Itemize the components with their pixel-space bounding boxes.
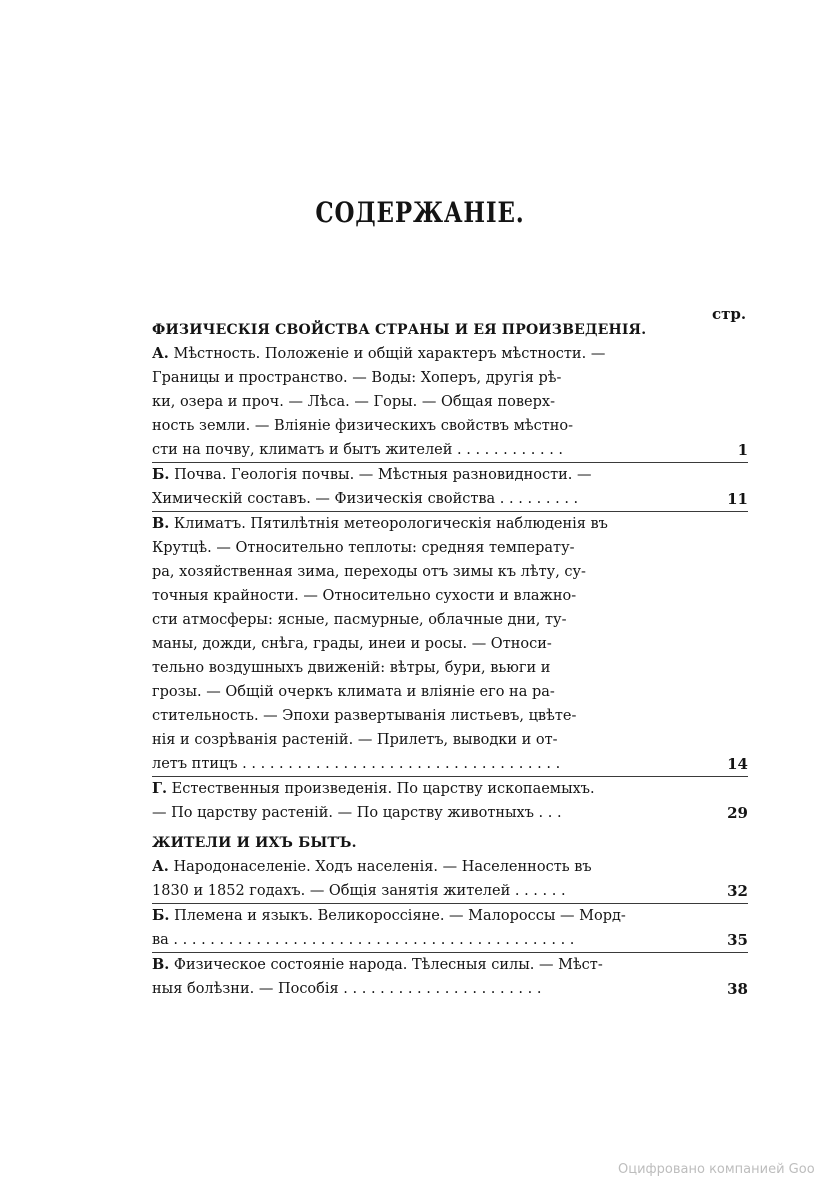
entry-line: ность земли. — Влiянiе физическихъ свойствъ мѣстно- xyxy=(152,418,574,434)
entry-letter: В. xyxy=(152,515,170,532)
page-number: 29 xyxy=(727,804,748,822)
entry-line: ки, озера и проч. — Лѣса. — Горы. — Общая поверх- xyxy=(152,394,555,410)
entry-line: стительность. — Эпохи развертыванiя листьевъ, цвѣте- xyxy=(152,708,577,724)
entry-line: сти на почву, климатъ и бытъ жителей . . . . . . . . . . . . xyxy=(152,442,564,458)
page-column-label: стр. xyxy=(712,305,747,323)
entry-letter: В. xyxy=(152,956,170,973)
entry-line: Естественныя произведенiя. По царству ископаемыхъ. xyxy=(171,781,595,797)
entry-line: нiя и созрѣванiя растенiй. — Прилетъ, выводки и от- xyxy=(152,732,558,748)
entry-letter: А. xyxy=(152,858,169,875)
toc-entry xyxy=(152,952,748,1001)
toc-entry-text xyxy=(152,512,676,776)
entry-line: Границы и пространство. — Воды: Хоперъ, другiя рѣ- xyxy=(152,370,562,386)
entry-line: ра, хозяйственная зима, переходы отъ зимы къ лѣту, су- xyxy=(152,564,586,580)
entry-line: Народонаселенiе. Ходъ населенiя. — Населенность въ xyxy=(173,859,592,875)
entry-line: ва . . . . . . . . . . . . . . . . . . . . . . . . . . . . . . . . . . . . . . . . . . . . xyxy=(152,932,575,948)
entry-line: тельно воздушныхъ движенiй: вѣтры, бури, вьюги и xyxy=(152,660,551,676)
page-title: СОДЕРЖАНIE. xyxy=(315,196,525,229)
toc-entry xyxy=(152,903,748,952)
entry-line: Крутцѣ. — Относительно теплоты: средняя температу- xyxy=(152,540,575,556)
toc-entry-text xyxy=(152,342,676,462)
toc-entry xyxy=(152,855,748,903)
entry-line: точныя крайности. — Относительно сухости и влажно- xyxy=(152,588,577,604)
entry-letter: Б. xyxy=(152,466,170,483)
entry-line: Почва. Геологiя почвы. — Мѣстныя разновидности. — xyxy=(174,467,592,483)
entry-line: Физическое состоянiе народа. Тѣлесныя силы. — Мѣст- xyxy=(173,957,603,973)
section-heading-inhabitants: ЖИТЕЛИ И ИХЪ БЫТЪ. xyxy=(152,835,357,851)
toc-entry xyxy=(152,342,748,462)
toc-entry-text xyxy=(152,855,676,903)
entry-letter: Г. xyxy=(152,780,168,797)
entry-line: Племена и языкъ. Великороссiяне. — Малороссы — Морд- xyxy=(174,908,626,924)
toc-entry-text xyxy=(152,953,676,1001)
page-number: 14 xyxy=(727,755,748,773)
entry-letter: Б. xyxy=(152,907,170,924)
table-of-contents xyxy=(152,316,748,1001)
entry-line: Климатъ. Пятилѣтнiя метеорологическiя наблюденiя въ xyxy=(173,516,608,532)
digitization-watermark: Оцифровано компанией Goo xyxy=(618,1162,815,1177)
entry-line: маны, дожди, снѣга, грады, инеи и росы. — Относи- xyxy=(152,636,552,652)
toc-entry xyxy=(152,511,748,776)
page-number: 38 xyxy=(727,980,748,998)
toc-entry xyxy=(152,776,748,825)
entry-letter: А. xyxy=(152,345,169,362)
toc-entry-text xyxy=(152,463,676,511)
entry-line: ныя болѣзни. — Пособiя . . . . . . . . . . . . . . . . . . . . . . xyxy=(152,981,542,997)
toc-entry-text xyxy=(152,904,676,952)
entry-line: Мѣстность. Положенiе и общiй характеръ мѣстности. — xyxy=(173,346,606,362)
entry-line: летъ птицъ . . . . . . . . . . . . . . . . . . . . . . . . . . . . . . . . . . . xyxy=(152,756,561,772)
toc-entry xyxy=(152,462,748,511)
page-number: 35 xyxy=(727,931,748,949)
entry-line: сти атмосферы: ясные, пасмурные, облачные дни, ту- xyxy=(152,612,567,628)
entry-line: 1830 и 1852 годахъ. — Общiя занятiя жителей . . . . . . xyxy=(152,883,566,899)
entry-line: Химическiй составъ. — Физическiя свойства . . . . . . . . . xyxy=(152,491,579,507)
page-number: 32 xyxy=(727,882,748,900)
page-number: 1 xyxy=(737,441,748,459)
entry-line: — По царству растенiй. — По царству животныхъ . . . xyxy=(152,805,562,821)
section-heading-physical: ФИЗИЧЕСКIЯ СВОЙСТВА СТРАНЫ И ЕЯ ПРОИЗВЕДЕНIЯ. xyxy=(152,322,647,338)
page-number: 11 xyxy=(727,490,748,508)
toc-entry-text xyxy=(152,777,676,825)
entry-line: грозы. — Общiй очеркъ климата и влiянiе его на ра- xyxy=(152,684,555,700)
